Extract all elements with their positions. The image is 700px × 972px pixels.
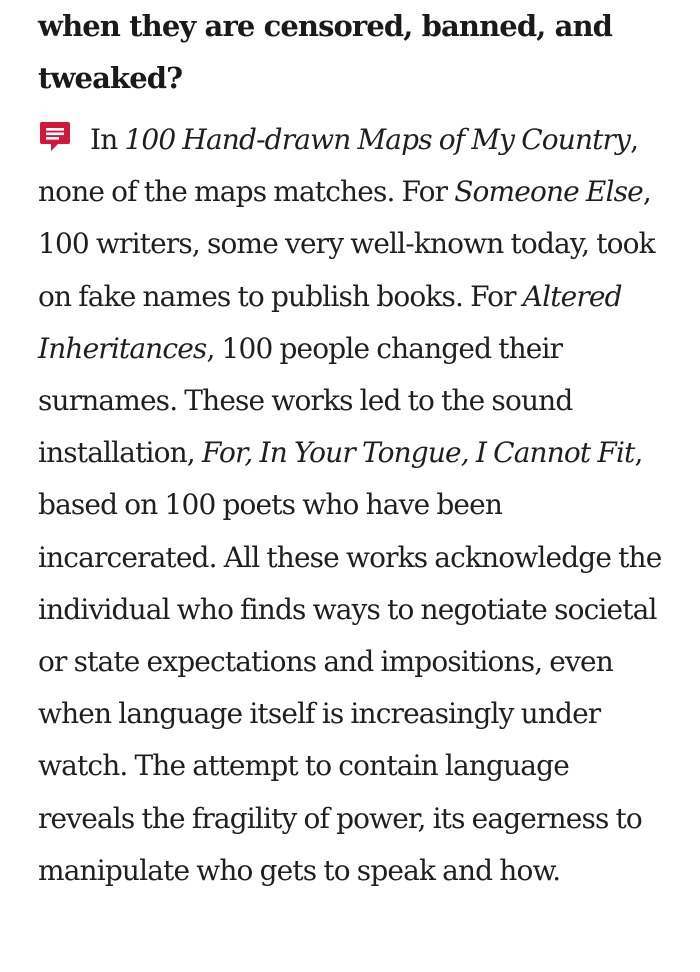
answer-text-2: , none of the maps matches. For [38,123,639,209]
interview-question: when they are censored, banned, and tweaked? [38,9,613,95]
work-title-altered-inheritances: Altered Inheritances [38,279,622,365]
comment-icon[interactable] [38,119,72,153]
answer-text-3: , 100 writers, some very well-known today, took on fake names to publish books. For [38,175,655,313]
answer-text-5: , based on 100 poets who have been incarcerated. All these works acknowledge the individual who finds ways to negotiate societal or state expectations and impositions, even when language itself is increasingly under watch. The attempt to contain language reveals the fragility of power, its eagerness to manipulate who gets to speak and how. [38,436,662,887]
interview-article [38,0,670,897]
comment-icon-graphic [38,120,72,154]
answer-text-4: , 100 people changed their surnames. These works led to the sound installation, [38,331,573,470]
work-title-hand-drawn-maps: 100 Hand-drawn Maps of My Country [124,123,631,156]
work-title-in-your-tongue: For, In Your Tongue, I Cannot Fit [201,436,635,470]
answer-text-1: In [90,123,125,156]
work-title-someone-else: Someone Else [454,175,643,209]
interview-answer [38,114,670,897]
